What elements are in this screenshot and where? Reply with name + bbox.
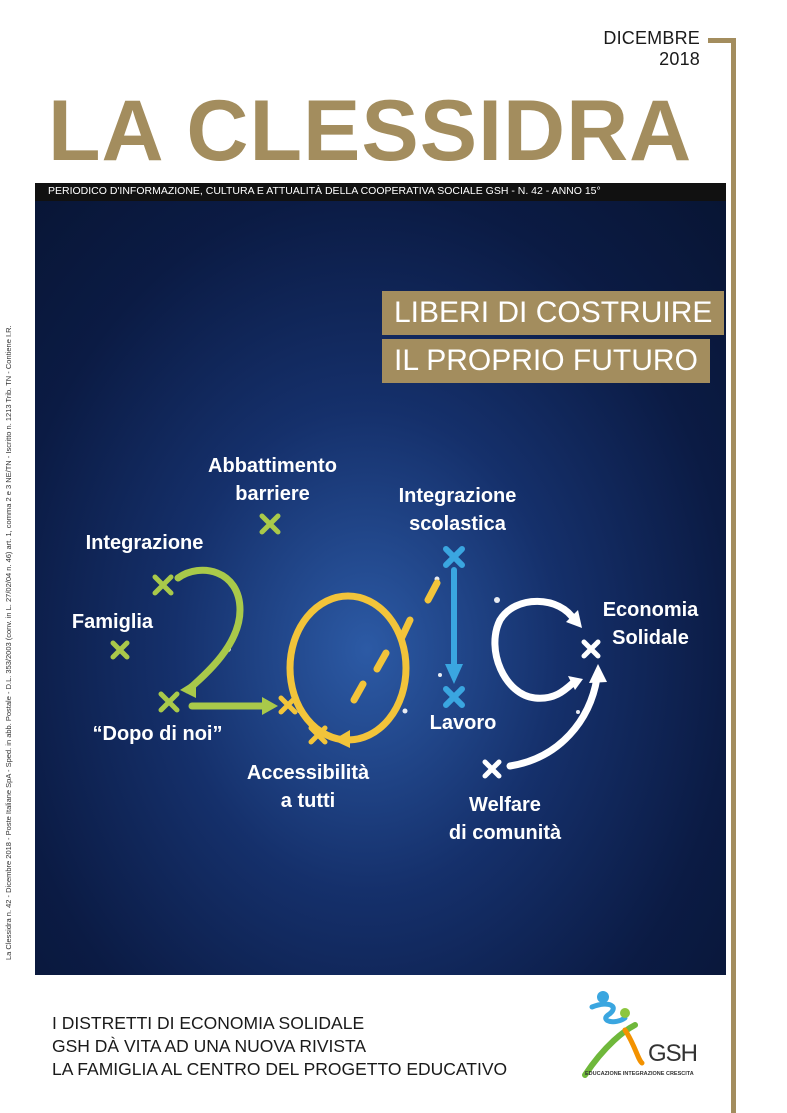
yellow-cross-icons <box>281 698 325 742</box>
teaser-line-2: GSH DÀ VITA AD UNA NUOVA RIVISTA <box>52 1036 367 1056</box>
label-economia-line-1: Economia <box>602 599 699 621</box>
blue-arrowhead <box>445 664 463 684</box>
label-abbattimento <box>195 452 350 508</box>
postal-info-side-text: La Clessidra n. 42 - Dicembre 2018 - Poste Italiane SpA - Sped. in abb. Postale - D.L. 353/2003 (conv. in L. 27/02/04 n. 46) art. 1, comma 2 e 3 NE/TN - Iscritto n. 1213 Trib. TN - Contiene I.R. <box>4 325 13 960</box>
label-famiglia: Famiglia <box>71 611 154 633</box>
headline-line-1: LIBERI DI COSTRUIRE <box>382 291 724 335</box>
label-accessibilita-line-2: a tutti <box>280 790 336 812</box>
yellow-arrowhead <box>333 730 350 748</box>
label-welfare-line-2: di comunità <box>448 822 562 844</box>
label-abbattimento-line-2: barriere <box>235 483 310 505</box>
digit-0-yellow <box>290 583 437 740</box>
headline-line-2: IL PROPRIO FUTURO <box>382 339 710 383</box>
label-integrazione: Integrazione <box>85 532 204 554</box>
label-integrazione-scolastica-line-2: scolastica <box>409 513 506 535</box>
teaser-line-1: I DISTRETTI DI ECONOMIA SOLIDALE <box>52 1013 365 1033</box>
label-accessibilita-line-1: Accessibilità <box>246 762 370 784</box>
label-lavoro: Lavoro <box>429 712 497 734</box>
teaser-line-3: LA FAMIGLIA AL CENTRO DEL PROGETTO EDUCATIVO <box>52 1059 508 1079</box>
digit-9-white <box>495 601 597 766</box>
logo-wordmark: GSH <box>648 1040 698 1067</box>
label-dopo-di-noi: “Dopo di noi” <box>92 723 223 745</box>
label-welfare <box>425 791 585 847</box>
frame-right-line <box>731 38 736 1113</box>
label-abbattimento-line-1: Abbattimento <box>208 455 337 477</box>
gsh-logo-icon <box>580 985 710 1085</box>
magazine-subtitle: PERIODICO D'INFORMAZIONE, CULTURA E ATTUALITÀ DELLA COOPERATIVA SOCIALE GSH - N. 42 - ANNO 15° <box>48 185 601 197</box>
label-accessibilita <box>228 759 388 815</box>
magazine-title: LA CLESSIDRA <box>48 83 693 179</box>
label-economia-solidale <box>588 596 713 652</box>
label-integrazione-scolastica <box>385 482 530 538</box>
year-2019-diagram <box>35 201 726 975</box>
issue-date: DICEMBRE 2018 <box>603 28 700 69</box>
label-welfare-line-1: Welfare <box>469 794 541 816</box>
logo-tagline: EDUCAZIONE INTEGRAZIONE CRESCITA <box>585 1071 694 1077</box>
digit-2-arrowheads <box>180 680 278 715</box>
label-economia-line-2: Solidale <box>612 627 689 649</box>
label-integrazione-scolastica-line-1: Integrazione <box>398 485 517 507</box>
